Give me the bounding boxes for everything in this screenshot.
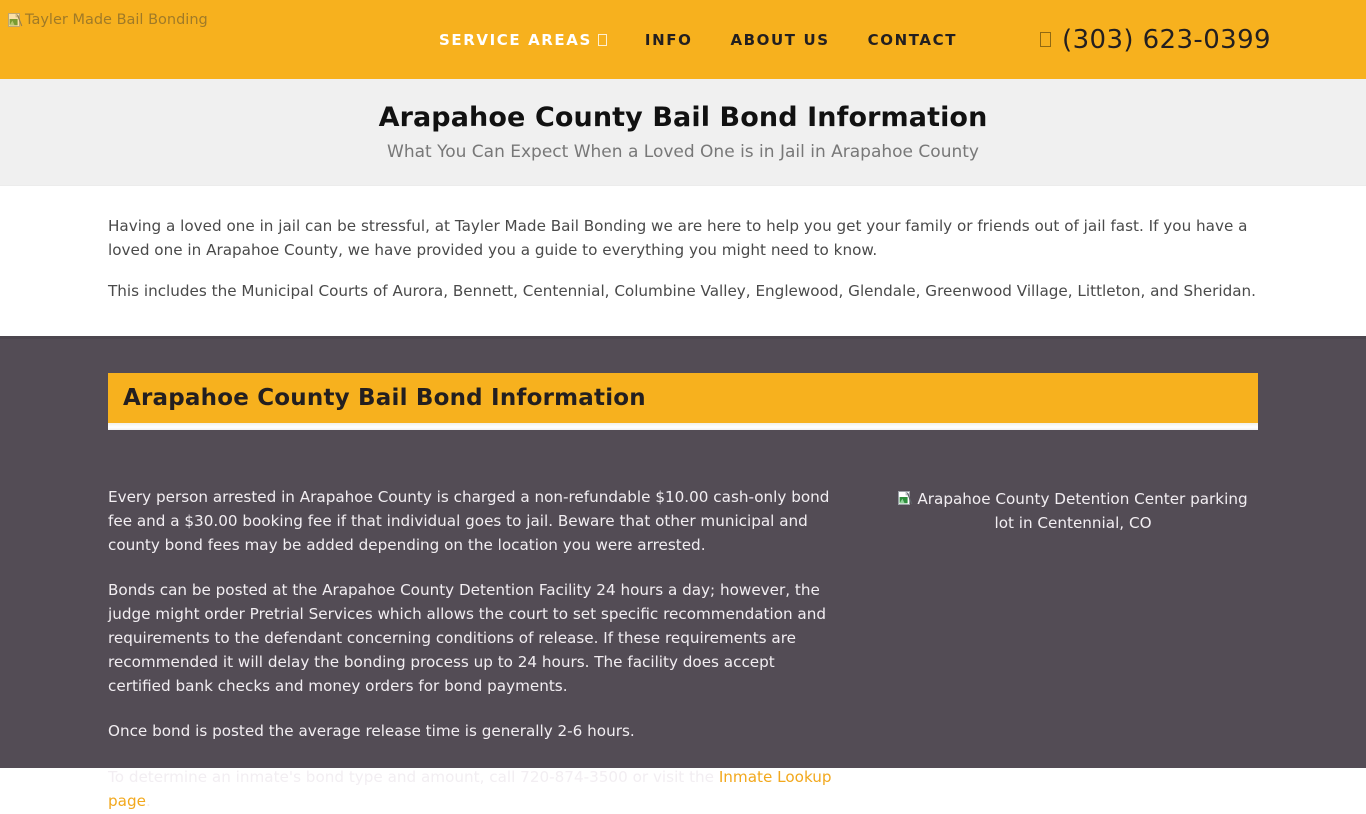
broken-image-icon [898, 491, 913, 506]
hero-band [0, 79, 1366, 186]
section-paragraph-4-before: To determine an inmate's bond type and amount, call 720-874-3500 or visit the [108, 768, 719, 787]
detention-center-image-alt-text: Arapahoe County Detention Center parking lot in Centennial, CO [917, 490, 1248, 532]
section-banner-underline [108, 423, 1258, 430]
nav-item-contact[interactable] [849, 31, 976, 49]
broken-image-icon [8, 13, 23, 28]
page-subtitle: What You Can Expect When a Loved One is in Jail in Arapahoe County [387, 141, 979, 162]
intro-paragraph-2: This includes the Municipal Courts of Aurora, Bennett, Centennial, Columbine Valley, Englewood, Glendale, Greenwood Village, Littleton, and Sheridan. [108, 282, 1256, 300]
nav-item-info[interactable] [626, 31, 712, 49]
nav-label-info: INFO [644, 30, 693, 49]
nav-item-service-areas[interactable] [420, 31, 626, 49]
intro-paragraph-1: Having a loved one in jail can be stressful, at Tayler Made Bail Bonding we are here to help you get your family or friends out of jail fast. If you have a loved one in Arapahoe County, we have provided you a guide to everything you might need to know. [108, 217, 1248, 259]
intro-section [0, 186, 1366, 336]
section-paragraph-4-after: . [145, 791, 151, 810]
phone-icon [1040, 32, 1051, 47]
nav-item-about-us[interactable] [711, 31, 848, 49]
header-phone-number: (303) 623-0399 [1062, 24, 1271, 55]
section-top-divider [0, 336, 1366, 339]
nav-label-about-us: ABOUT US [730, 30, 830, 49]
section-paragraph-4 [108, 766, 840, 814]
header-phone-link[interactable] [1040, 0, 1271, 79]
section-paragraph-2: Bonds can be posted at the Arapahoe County Detention Facility 24 hours a day; however, the judge might order Pretrial Services which allows the court to set specific recommendation and requirements to the defendant concerning conditions of release. If these requirements are recommended it will delay the bonding process up to 24 hours. The facility does accept certified bank checks and money orders for bond payments. [108, 581, 827, 695]
main-navigation [420, 0, 976, 79]
nav-label-service-areas: SERVICE AREAS [439, 30, 592, 49]
site-header [0, 0, 1366, 79]
page-title: Arapahoe County Bail Bond Information [378, 101, 988, 133]
logo-alt-text: Tayler Made Bail Bonding [25, 12, 208, 28]
content-column-right [888, 486, 1258, 814]
detention-center-image-placeholder [898, 490, 1247, 532]
section-banner [108, 373, 1258, 423]
content-columns [0, 486, 1366, 814]
inmate-lookup-link[interactable]: Inmate Lookup page [108, 768, 832, 810]
section-paragraph-3: Once bond is posted the average release time is generally 2-6 hours. [108, 722, 635, 741]
section-paragraph-1: Every person arrested in Arapahoe County is charged a non-refundable $10.00 cash-only bond fee and a $30.00 booking fee if that individual goes to jail. Beware that other municipal and county bond fees may be added depending on the location you were arrested. [108, 488, 830, 554]
content-column-left [108, 486, 840, 814]
chevron-down-icon [598, 34, 607, 46]
section-banner-title: Arapahoe County Bail Bond Information [123, 385, 646, 411]
nav-label-contact: CONTACT [867, 30, 958, 49]
site-logo[interactable] [8, 12, 208, 28]
bail-info-section [0, 336, 1366, 810]
